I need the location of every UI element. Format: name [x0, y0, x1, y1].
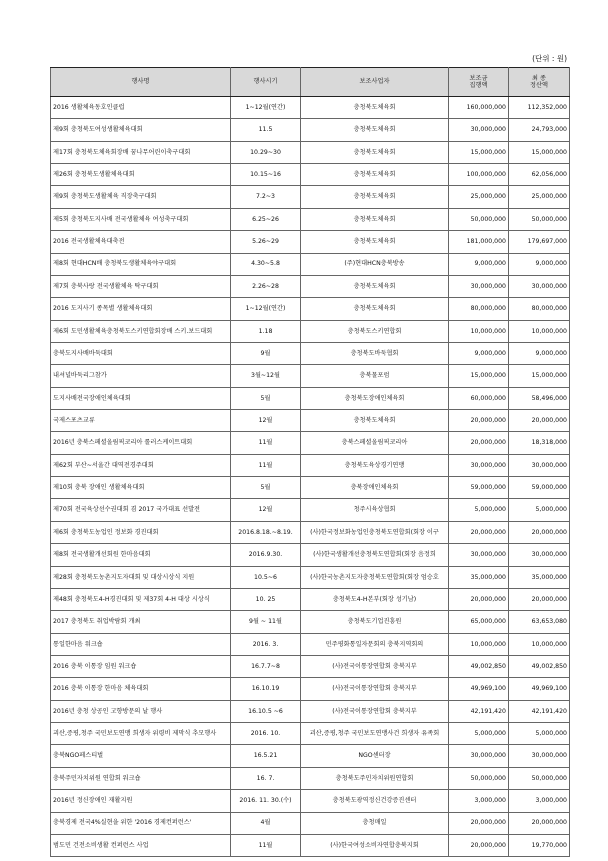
cell-subsidy-amount: 42,191,420 — [449, 700, 509, 722]
cell-final-amount: 9,000,000 — [509, 342, 570, 364]
table-row — [51, 566, 570, 588]
cell-period: 9월 — [231, 342, 301, 364]
cell-final-amount: 50,000,000 — [509, 208, 570, 230]
cell-subsidy-amount: 9,000,000 — [449, 342, 509, 364]
cell-organization: (사)한국정보화농업인충청북도연합회(회장 이구 — [301, 521, 449, 543]
table-row — [51, 834, 570, 856]
cell-event-name: 충북주민자치위원 연합회 워크숍 — [51, 767, 231, 789]
cell-subsidy-amount: 20,000,000 — [449, 834, 509, 856]
cell-subsidy-amount: 20,000,000 — [449, 521, 509, 543]
cell-subsidy-amount: 49,969,100 — [449, 678, 509, 700]
cell-period: 10. 25 — [231, 588, 301, 610]
cell-final-amount: 63,653,080 — [509, 611, 570, 633]
cell-organization: 충청북도육상경기연맹 — [301, 454, 449, 476]
cell-event-name: 충북NGO페스티벌 — [51, 745, 231, 767]
cell-subsidy-amount: 10,000,000 — [449, 633, 509, 655]
cell-organization: 민주평화통일자문회의 충북지역회의 — [301, 633, 449, 655]
cell-subsidy-amount: 30,000,000 — [449, 745, 509, 767]
unit-label: (단위 : 원) — [532, 54, 567, 63]
cell-organization: (사)전국이통장연합회 충북지부 — [301, 678, 449, 700]
cell-organization: 충청북도체육회 — [301, 119, 449, 141]
table-row — [51, 186, 570, 208]
cell-subsidy-amount: 65,000,000 — [449, 611, 509, 633]
table-row — [51, 387, 570, 409]
cell-final-amount: 179,697,000 — [509, 231, 570, 253]
cell-subsidy-amount: 30,000,000 — [449, 544, 509, 566]
cell-final-amount: 20,000,000 — [509, 812, 570, 834]
cell-organization: 충청북도4-H본부(회장 성기남) — [301, 588, 449, 610]
cell-event-name: 2016 충북 이통장 임원 워크숍 — [51, 655, 231, 677]
table-row — [51, 365, 570, 387]
subsidy-table — [50, 67, 570, 857]
cell-period: 7.2~3 — [231, 186, 301, 208]
header-amount — [449, 68, 509, 97]
cell-final-amount: 5,000,000 — [509, 723, 570, 745]
cell-event-name: 제28회 충청북도농촌지도자대회 및 대상시상식 지원 — [51, 566, 231, 588]
cell-final-amount: 10,000,000 — [509, 320, 570, 342]
cell-final-amount: 20,000,000 — [509, 521, 570, 543]
cell-subsidy-amount: 15,000,000 — [449, 141, 509, 163]
cell-event-name: 제6회 도민생활체육충청북도스키연합회장배 스키.보드대회 — [51, 320, 231, 342]
cell-subsidy-amount: 20,000,000 — [449, 432, 509, 454]
cell-organization: (사)한국여성소비자연합충북지회 — [301, 834, 449, 856]
cell-final-amount: 19,770,000 — [509, 834, 570, 856]
cell-final-amount: 20,000,000 — [509, 588, 570, 610]
cell-final-amount: 35,000,000 — [509, 566, 570, 588]
cell-final-amount: 20,000,000 — [509, 410, 570, 432]
cell-period: 12월 — [231, 410, 301, 432]
header-amount-line1: 보조금 — [469, 74, 488, 82]
cell-final-amount: 15,000,000 — [509, 365, 570, 387]
cell-period: 10.29~30 — [231, 141, 301, 163]
cell-event-name: 2016 충북 이통장 한마음 체육대회 — [51, 678, 231, 700]
table-row — [51, 119, 570, 141]
header-amount-line2: 집행액 — [469, 82, 488, 89]
cell-event-name: 제9회 충청북도생활체육 직장축구대회 — [51, 186, 231, 208]
cell-event-name: 제17회 충청북도체육회장배 꿈나무어린이축구대회 — [51, 141, 231, 163]
cell-period: 3월~12월 — [231, 365, 301, 387]
cell-event-name: 2016년 충북스페셜올림픽코리아 롤러스케이트대회 — [51, 432, 231, 454]
cell-period: 5.26~29 — [231, 231, 301, 253]
table-row — [51, 588, 570, 610]
cell-organization: 충청북도스키연합회 — [301, 320, 449, 342]
cell-final-amount: 30,000,000 — [509, 275, 570, 297]
table-row — [51, 700, 570, 722]
cell-event-name: 제26회 충청북도생활체육대회 — [51, 164, 231, 186]
cell-period: 16. 7. — [231, 767, 301, 789]
cell-event-name: 괴산,증평,청주 국민보도연맹 희생자 위령비 제막식 추모행사 — [51, 723, 231, 745]
table-row — [51, 97, 570, 119]
table-row — [51, 141, 570, 163]
cell-event-name: 제48회 충청북도4-H경진대회 및 제37회 4-H 대상 시상식 — [51, 588, 231, 610]
cell-subsidy-amount: 25,000,000 — [449, 186, 509, 208]
cell-organization: 충청북도체육회 — [301, 97, 449, 119]
cell-period: 12월 — [231, 499, 301, 521]
cell-subsidy-amount: 160,000,000 — [449, 97, 509, 119]
cell-period: 2016.9.30. — [231, 544, 301, 566]
cell-final-amount: 58,496,000 — [509, 387, 570, 409]
table-row — [51, 790, 570, 812]
table-row — [51, 342, 570, 364]
cell-period: 11월 — [231, 432, 301, 454]
header-row — [51, 68, 570, 97]
cell-final-amount: 5,000,000 — [509, 499, 570, 521]
cell-event-name: 내셔널바둑리그참가 — [51, 365, 231, 387]
cell-organization: 충청북도주민자치위원연합회 — [301, 767, 449, 789]
cell-organization: 충북장애인체육회 — [301, 477, 449, 499]
cell-event-name: 범도민 건전소비생활 컨퍼런스 사업 — [51, 834, 231, 856]
cell-subsidy-amount: 100,000,000 — [449, 164, 509, 186]
table-row — [51, 320, 570, 342]
cell-subsidy-amount: 60,000,000 — [449, 387, 509, 409]
table-row — [51, 678, 570, 700]
cell-subsidy-amount: 30,000,000 — [449, 119, 509, 141]
cell-event-name: 제5회 충청북도지사배 전국생활체육 여성축구대회 — [51, 208, 231, 230]
cell-period: 5월 — [231, 387, 301, 409]
table-row — [51, 521, 570, 543]
cell-final-amount: 3,000,000 — [509, 790, 570, 812]
cell-event-name: 2016년 정신장애인 재활지원 — [51, 790, 231, 812]
cell-period: 5월 — [231, 477, 301, 499]
cell-event-name: 2016 생활체육동호인클럽 — [51, 97, 231, 119]
cell-period: 16.10.19 — [231, 678, 301, 700]
cell-organization: 충청북도기업진흥원 — [301, 611, 449, 633]
cell-organization: 충북스페셜올림픽코리아 — [301, 432, 449, 454]
table-row — [51, 723, 570, 745]
cell-event-name: 제6회 충청북도농업인 정보화 경진대회 — [51, 521, 231, 543]
cell-organization: (사)한국생활개선충청북도연합회(회장 음정희 — [301, 544, 449, 566]
cell-period: 4월 — [231, 812, 301, 834]
cell-event-name: 통일한마음 워크숍 — [51, 633, 231, 655]
cell-final-amount: 49,002,850 — [509, 655, 570, 677]
cell-organization: (사)전국이통장연합회 충북지부 — [301, 655, 449, 677]
cell-organization: 충북물포럼 — [301, 365, 449, 387]
cell-period: 9월 ~ 11월 — [231, 611, 301, 633]
table-row — [51, 298, 570, 320]
cell-organization: NGO센터장 — [301, 745, 449, 767]
cell-event-name: 충북경제 전국4%실현을 위한 '2016 경제컨퍼런스' — [51, 812, 231, 834]
cell-event-name: 제8회 현대HCN배 충청북도생활체육야구대회 — [51, 253, 231, 275]
cell-organization: 충청북도체육회 — [301, 208, 449, 230]
cell-subsidy-amount: 30,000,000 — [449, 454, 509, 476]
header-final-line2: 정산액 — [530, 82, 548, 89]
cell-final-amount: 59,000,000 — [509, 477, 570, 499]
cell-period: 16.5.21 — [231, 745, 301, 767]
cell-organization: (사)전국이통장연합회 충북지부 — [301, 700, 449, 722]
cell-event-name: 2017 충청북도 취업박람회 개최 — [51, 611, 231, 633]
cell-organization: 충청북도체육회 — [301, 141, 449, 163]
cell-event-name: 제7회 충북사랑 전국생활체육 탁구대회 — [51, 275, 231, 297]
table-row — [51, 767, 570, 789]
cell-event-name: 제8회 전국생활개선회원 한마음대회 — [51, 544, 231, 566]
cell-subsidy-amount: 10,000,000 — [449, 320, 509, 342]
cell-event-name: 충북도지사배바둑대회 — [51, 342, 231, 364]
cell-period: 4.30~5.8 — [231, 253, 301, 275]
cell-organization: 청주시육상협회 — [301, 499, 449, 521]
header-final-line1: 최 종 — [532, 74, 546, 82]
header-name: 행사명 — [51, 68, 231, 97]
cell-organization: 충청북도체육회 — [301, 231, 449, 253]
cell-subsidy-amount: 30,000,000 — [449, 275, 509, 297]
cell-event-name: 제70회 전국육상선수권대회 겸 2017 국가대표 선발전 — [51, 499, 231, 521]
cell-period: 16.10.5 ~6 — [231, 700, 301, 722]
table-row — [51, 499, 570, 521]
cell-subsidy-amount: 15,000,000 — [449, 365, 509, 387]
cell-subsidy-amount: 181,000,000 — [449, 231, 509, 253]
cell-period: 2016.8.18.~8.19. — [231, 521, 301, 543]
cell-period: 2016. 3. — [231, 633, 301, 655]
table-row — [51, 655, 570, 677]
cell-subsidy-amount: 59,000,000 — [449, 477, 509, 499]
cell-organization: 충청북도체육회 — [301, 275, 449, 297]
cell-organization: 충청북도체육회 — [301, 186, 449, 208]
cell-period: 10.5~6 — [231, 566, 301, 588]
cell-subsidy-amount: 9,000,000 — [449, 253, 509, 275]
cell-event-name: 2016 전국생활체육대축전 — [51, 231, 231, 253]
header-period: 행사시기 — [231, 68, 301, 97]
cell-final-amount: 49,969,100 — [509, 678, 570, 700]
cell-organization: 충청북도체육회 — [301, 410, 449, 432]
cell-period: 6.25~26 — [231, 208, 301, 230]
cell-subsidy-amount: 5,000,000 — [449, 499, 509, 521]
cell-subsidy-amount: 50,000,000 — [449, 208, 509, 230]
cell-final-amount: 42,191,420 — [509, 700, 570, 722]
table-row — [51, 231, 570, 253]
cell-subsidy-amount: 5,000,000 — [449, 723, 509, 745]
cell-organization: 충청북도체육회 — [301, 164, 449, 186]
cell-organization: 충청북도체육회 — [301, 298, 449, 320]
cell-organization: 충청북도바둑협회 — [301, 342, 449, 364]
table-row — [51, 745, 570, 767]
table-row — [51, 275, 570, 297]
cell-event-name: 2016 도지사기 종목별 생활체육대회 — [51, 298, 231, 320]
table-row — [51, 544, 570, 566]
cell-final-amount: 10,000,000 — [509, 633, 570, 655]
cell-subsidy-amount: 50,000,000 — [449, 767, 509, 789]
cell-final-amount: 25,000,000 — [509, 186, 570, 208]
cell-period: 1~12월(연간) — [231, 97, 301, 119]
cell-event-name: 2016년 충청 상공인 고향방문의 날 행사 — [51, 700, 231, 722]
table-row — [51, 253, 570, 275]
cell-event-name: 제10회 충북 장애인 생활체육대회 — [51, 477, 231, 499]
cell-period: 11.5 — [231, 119, 301, 141]
cell-final-amount: 30,000,000 — [509, 544, 570, 566]
cell-organization: (주)현대HCN충북방송 — [301, 253, 449, 275]
cell-final-amount: 9,000,000 — [509, 253, 570, 275]
table-row — [51, 208, 570, 230]
table-row — [51, 477, 570, 499]
cell-subsidy-amount: 80,000,000 — [449, 298, 509, 320]
table-row — [51, 432, 570, 454]
cell-subsidy-amount: 20,000,000 — [449, 410, 509, 432]
header-org: 보조사업자 — [301, 68, 449, 97]
cell-period: 11월 — [231, 834, 301, 856]
cell-final-amount: 30,000,000 — [509, 745, 570, 767]
header-final — [509, 68, 570, 97]
cell-organization: 충청매일 — [301, 812, 449, 834]
cell-period: 10.15~16 — [231, 164, 301, 186]
cell-organization: 괴산,증평,청주 국민보도연맹사건 희생자 유족회 — [301, 723, 449, 745]
cell-period: 2016. 10. — [231, 723, 301, 745]
cell-period: 2016. 11. 30.(수) — [231, 790, 301, 812]
cell-final-amount: 112,352,000 — [509, 97, 570, 119]
cell-event-name: 국제스포츠교류 — [51, 410, 231, 432]
cell-final-amount: 15,000,000 — [509, 141, 570, 163]
cell-event-name: 도지사배전국장애인체육대회 — [51, 387, 231, 409]
cell-final-amount: 24,793,000 — [509, 119, 570, 141]
cell-organization: 충청북도광역정신건강증진센터 — [301, 790, 449, 812]
cell-subsidy-amount: 20,000,000 — [449, 812, 509, 834]
cell-final-amount: 18,318,000 — [509, 432, 570, 454]
cell-organization: (사)한국농촌지도자충청북도연합회(회장 엄승호 — [301, 566, 449, 588]
cell-subsidy-amount: 49,002,850 — [449, 655, 509, 677]
table-row — [51, 164, 570, 186]
cell-period: 11월 — [231, 454, 301, 476]
table-row — [51, 633, 570, 655]
cell-final-amount: 80,000,000 — [509, 298, 570, 320]
cell-final-amount: 50,000,000 — [509, 767, 570, 789]
cell-period: 1.18 — [231, 320, 301, 342]
cell-organization: 충청북도장애인체육회 — [301, 387, 449, 409]
cell-period: 2.26~28 — [231, 275, 301, 297]
cell-period: 16.7.7~8 — [231, 655, 301, 677]
table-row — [51, 454, 570, 476]
cell-subsidy-amount: 35,000,000 — [449, 566, 509, 588]
cell-period: 1~12월(연간) — [231, 298, 301, 320]
cell-final-amount: 62,056,000 — [509, 164, 570, 186]
table-row — [51, 410, 570, 432]
table-row — [51, 812, 570, 834]
cell-event-name: 제62회 부산~서울간 대역전경주대회 — [51, 454, 231, 476]
cell-event-name: 제9회 충청북도여성생활체육대회 — [51, 119, 231, 141]
table-row — [51, 611, 570, 633]
cell-final-amount: 30,000,000 — [509, 454, 570, 476]
cell-subsidy-amount: 3,000,000 — [449, 790, 509, 812]
cell-subsidy-amount: 20,000,000 — [449, 588, 509, 610]
